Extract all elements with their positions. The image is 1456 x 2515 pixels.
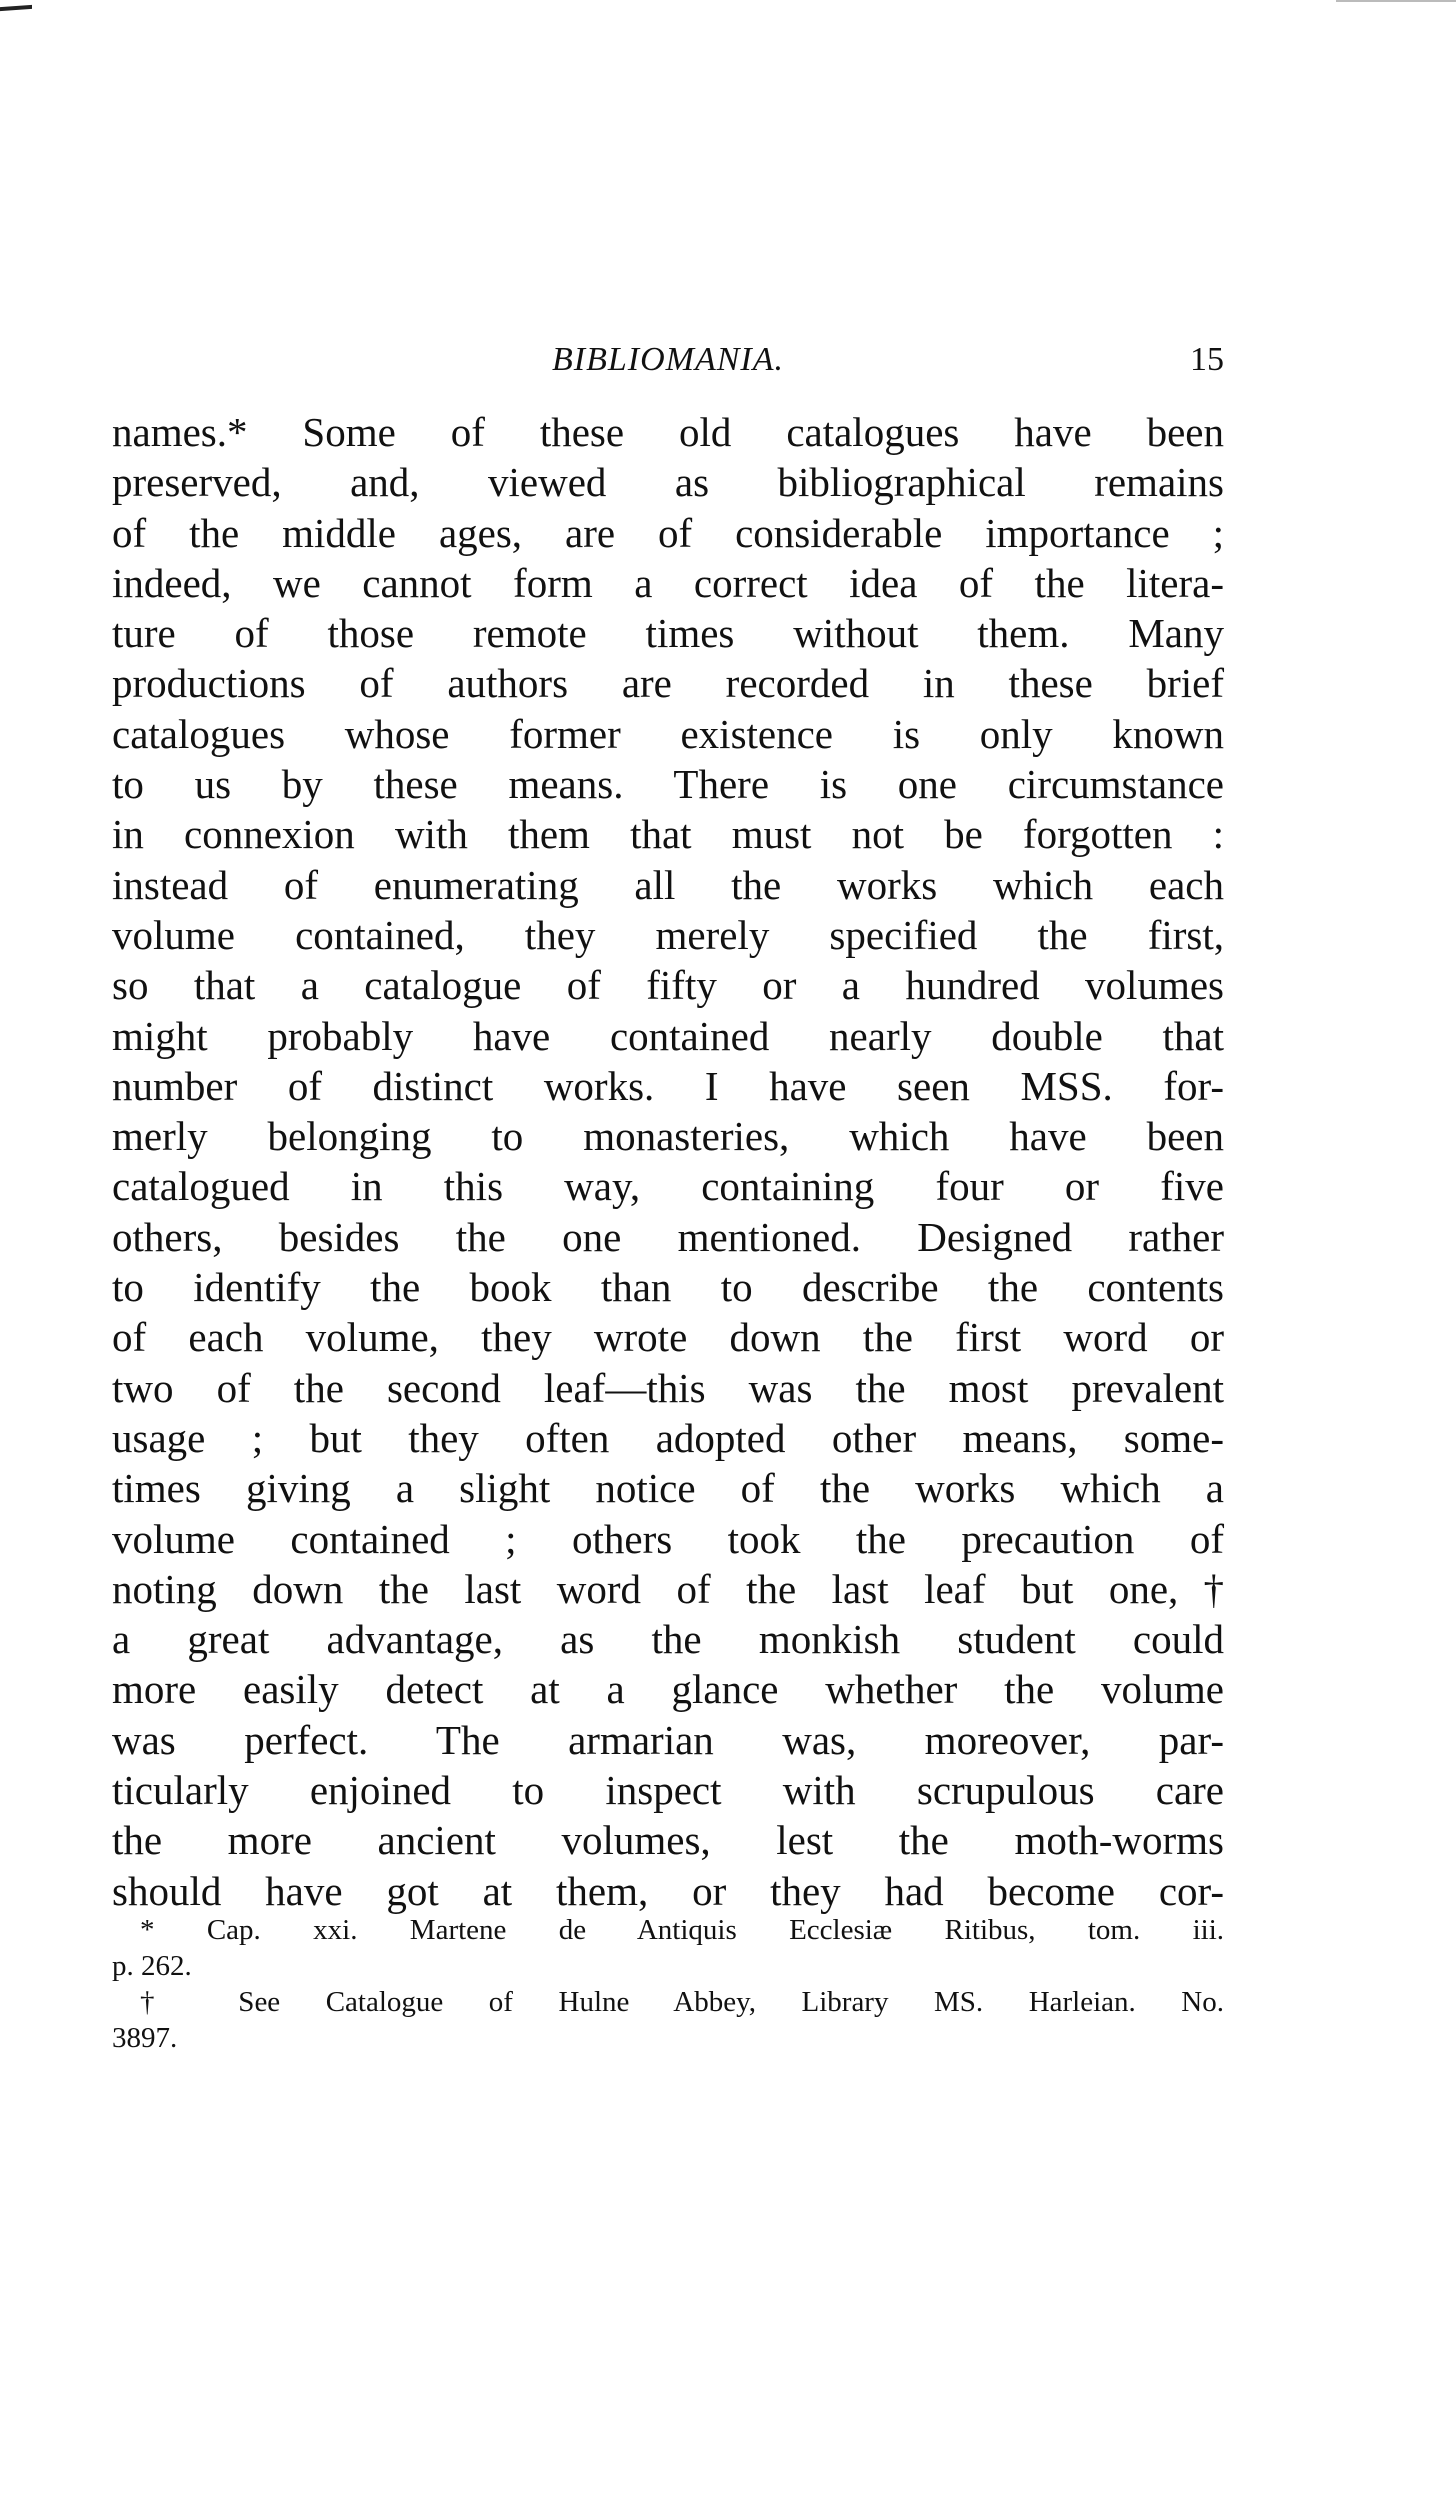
text-line: noting down the last word of the last leaf but one,† [112, 1565, 1224, 1612]
text-line: more easily detect at a glance whether the volume [112, 1666, 1224, 1713]
text-line: so that a catalogue of fifty or a hundred volumes [112, 962, 1224, 1009]
text-line: merly belonging to monasteries, which have been [112, 1113, 1224, 1160]
text-line: in connexion with them that must not be forgotten : [112, 811, 1224, 858]
scan-edge-mark [1336, 0, 1456, 2]
running-head-title: BIBLIOMANIA. [551, 341, 784, 378]
text-line: might probably have contained nearly double that [112, 1012, 1224, 1059]
text-line: ture of those remote times without them. Many [112, 610, 1224, 657]
footnote-1-line-2: p. 262. [112, 1950, 192, 1982]
text-line: ticularly enjoined to inspect with scrupulous care [112, 1767, 1224, 1814]
text-line: a great advantage, as the monkish student could [112, 1616, 1224, 1663]
text-line: volume contained, they merely specified the first, [112, 911, 1224, 958]
scan-edge-mark [0, 5, 32, 11]
text-line: productions of authors are recorded in these brief [112, 660, 1224, 707]
text-line: others, besides the one mentioned. Designed rather [112, 1213, 1224, 1260]
text-line: usage ; but they often adopted other means, some- [112, 1414, 1224, 1461]
text-line: two of the second leaf—this was the most prevalent [112, 1364, 1224, 1411]
footnote-1-line-1: * Cap. xxi. Martene de Antiquis Ecclesiæ Ritibus, tom. iii. [140, 1914, 1224, 1946]
text-line: should have got at them, or they had become cor- [112, 1867, 1224, 1914]
text-line: number of distinct works. I have seen MSS. for- [112, 1062, 1224, 1109]
text-line: names.* Some of these old catalogues have been [112, 409, 1224, 455]
text-line: instead of enumerating all the works which each [112, 861, 1224, 908]
text-line: the more ancient volumes, lest the moth-worms [112, 1817, 1224, 1864]
text-line: preserved, and, viewed as bibliographical remains [112, 459, 1224, 506]
body-text [112, 407, 1224, 1916]
running-head [112, 335, 1224, 385]
text-line: to us by these means. There is one circumstance [112, 761, 1224, 808]
text-line: to identify the book than to describe the contents [112, 1264, 1224, 1311]
text-line: catalogued in this way, containing four or five [112, 1163, 1224, 1210]
text-line: indeed, we cannot form a correct idea of the litera- [112, 559, 1224, 606]
footnotes [112, 1912, 1224, 2056]
page-number: 15 [1190, 341, 1224, 378]
footnote-2-line-1: † See Catalogue of Hulne Abbey, Library MS. Harleian. No. [140, 1986, 1224, 2018]
footnote-2-line-2: 3897. [112, 2022, 178, 2054]
text-line: of the middle ages, are of considerable importance ; [112, 509, 1224, 556]
text-line: times giving a slight notice of the works which a [112, 1465, 1224, 1512]
text-line: volume contained ; others took the precaution of [112, 1515, 1224, 1562]
text-line: catalogues whose former existence is only known [112, 710, 1224, 757]
text-line: was perfect. The armarian was, moreover, par- [112, 1716, 1224, 1763]
text-line: of each volume, they wrote down the first word or [112, 1314, 1224, 1361]
